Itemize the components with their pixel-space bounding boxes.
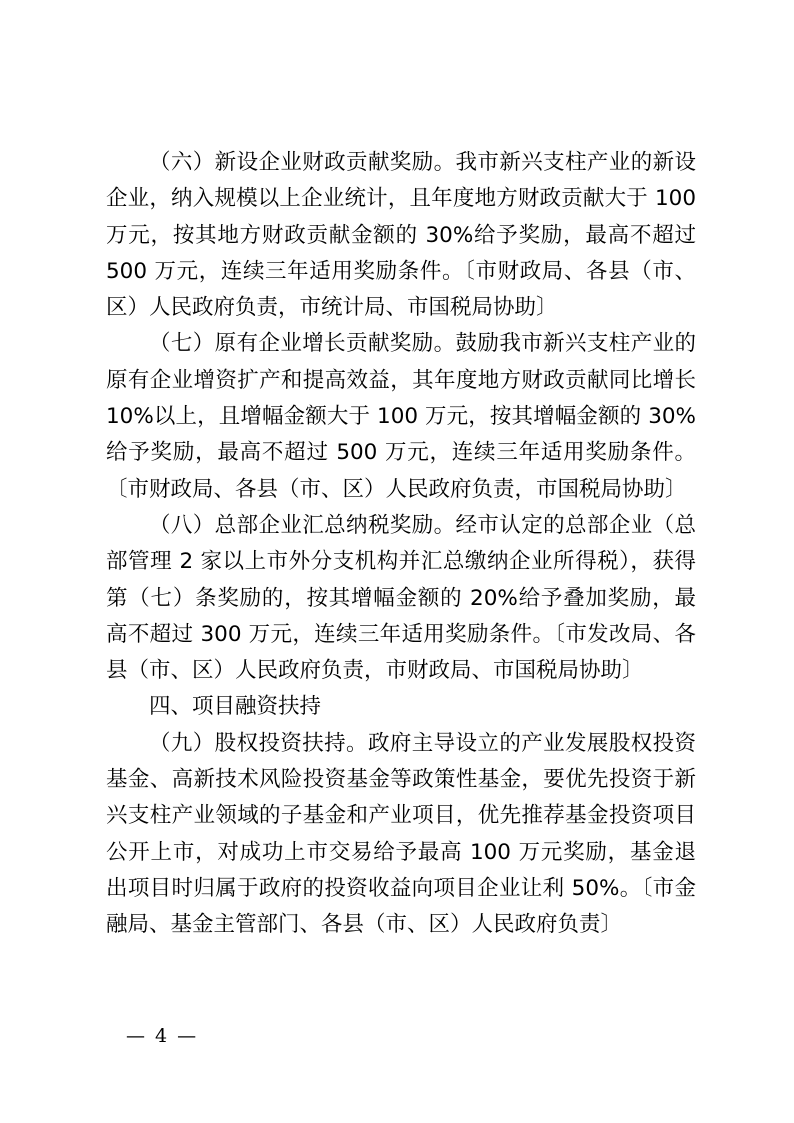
document-body bbox=[106, 145, 696, 944]
paragraph-8: （八）总部企业汇总纳税奖励。经市认定的总部企业（总部管理 2 家以上市外分支机构并汇总缴纳企业所得税），获得第（七）条奖励的，按其增幅金额的 20%给予叠加奖励，最高不超过 300 万元，连续三年适用奖励条件。〔市发改局、各县（市、区）人民政府负责，市财政局、市国税局协助〕 bbox=[106, 512, 696, 684]
paragraph-7: （七）原有企业增长贡献奖励。鼓励我市新兴支柱产业的原有企业增资扩产和提高效益，其年度地方财政贡献同比增长 10%以上，且增幅金额大于 100 万元，按其增幅金额的 30%给予奖励，最高不超过 500 万元，连续三年适用奖励条件。〔市财政局、各县（市、区）人民政府负责，市国税局协助〕 bbox=[106, 331, 696, 502]
paragraph-6: （六）新设企业财政贡献奖励。我市新兴支柱产业的新设企业，纳入规模以上企业统计，且年度地方财政贡献大于 100 万元，按其地方财政贡献金额的 30%给予奖励，最高不超过 500 万元，连续三年适用奖励条件。〔市财政局、各县（市、区）人民政府负责，市统计局、市国税局协助〕 bbox=[106, 150, 696, 321]
page-number: — 4 — bbox=[126, 1025, 199, 1047]
paragraph-9: （九）股权投资扶持。政府主导设立的产业发展股权投资基金、高新技术风险投资基金等政策性基金，要优先投资于新兴支柱产业领域的子基金和产业项目，优先推荐基金投资项目公开上市，对成功上市交易给予最高 100 万元奖励，基金退出项目时归属于政府的投资收益向项目企业让利 50%。〔市金融局、基金主管部门、各县（市、区）人民政府负责〕 bbox=[106, 730, 696, 938]
section-heading: 四、项目融资扶持 bbox=[149, 694, 322, 720]
